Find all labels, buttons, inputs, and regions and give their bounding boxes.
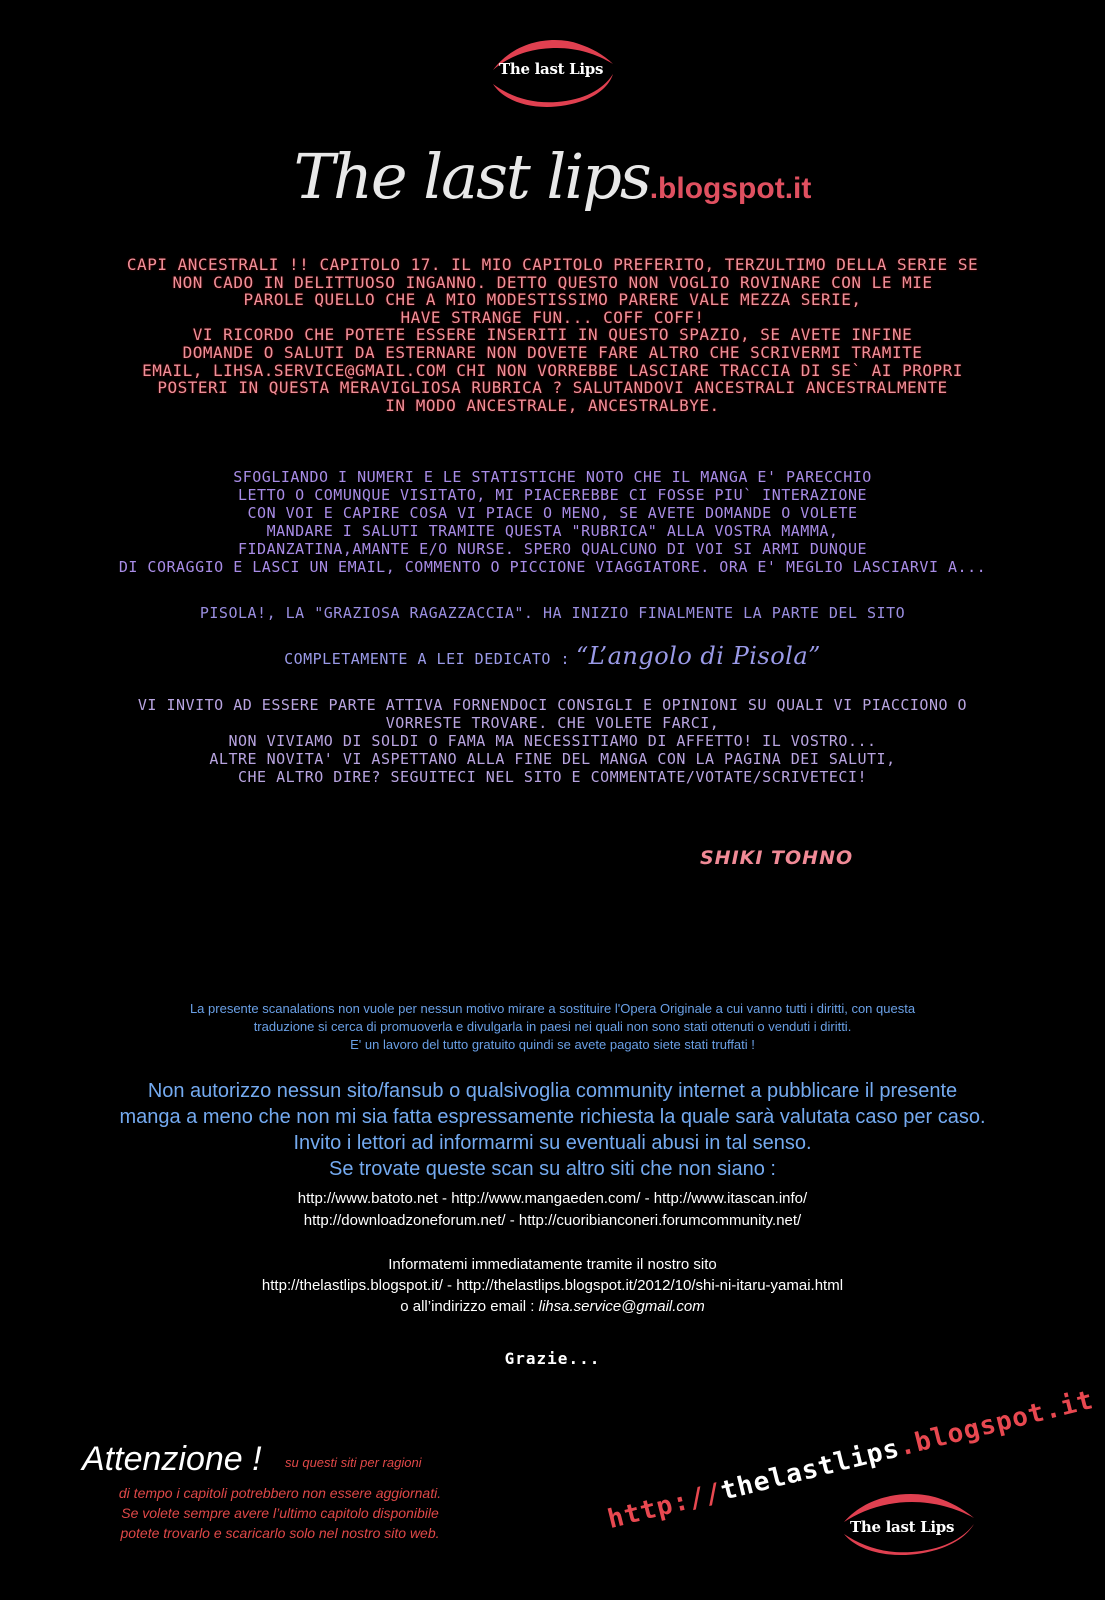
logo-bottom — [840, 1490, 980, 1560]
text-line: CHE ALTRO DIRE? SEGUITECI NEL SITO E COMMENTATE/VOTATE/SCRIVETECI! — [237, 768, 868, 786]
text-line: di tempo i capitoli potrebbero non essere aggiornati. — [118, 1485, 442, 1501]
signature: SHIKI TOHNO — [700, 847, 854, 869]
site-links[interactable]: http://thelastlips.blogspot.it/ - http://thelastlips.blogspot.it/2012/10/shi-ni-itaru-yamai.html — [261, 1277, 844, 1294]
attention-title: Attenzione ! — [82, 1440, 262, 1478]
text-line: DI CORAGGIO E LASCI UN EMAIL, COMMENTO O PICCIONE VIAGGIATORE. ORA E' MEGLIO LASCIARVI A... — [118, 558, 987, 576]
message-paragraph-4 — [0, 642, 1105, 670]
logo-text: The last Lips — [499, 60, 604, 78]
message-paragraph-5 — [0, 696, 1105, 786]
banner-script: The last lips — [293, 140, 650, 213]
text-line: E' un lavoro del tutto gratuito quindi se avete pagato siete stati truffati ! — [350, 1037, 755, 1052]
text-line: Non autorizzo nessun sito/fansub o qualsivoglia community internet a pubblicare il presente — [147, 1080, 958, 1102]
attention-body — [70, 1483, 490, 1543]
logo-top — [487, 34, 621, 112]
url-scheme: http:// — [604, 1477, 726, 1535]
text-line: DOMANDE O SALUTI DA ESTERNARE NON DOVETE FARE ALTRO CHE SCRIVERMI TRAMITE — [182, 342, 923, 362]
text-line: LETTO O COMUNQUE VISITATO, MI PIACEREBBE CI FOSSE PIU` INTERAZIONE — [237, 486, 868, 504]
banner-domain: .blogspot.it — [649, 172, 812, 205]
thanks-text: Grazie... — [504, 1349, 601, 1368]
email-link[interactable]: lihsa.service@gmail.com — [538, 1298, 705, 1315]
link-line[interactable]: http://downloadzoneforum.net/ - http://cuoribianconeri.forumcommunity.net/ — [303, 1212, 802, 1229]
text-line: Informatemi immediatamente tramite il nostro sito — [388, 1256, 717, 1273]
text-line: Se trovate queste scan su altro siti che non siano : — [329, 1158, 776, 1180]
text-line: VI INVITO AD ESSERE PARTE ATTIVA FORNENDOCI CONSIGLI E OPINIONI SU QUALI VI PIACCIONO O — [137, 696, 968, 714]
text-line: NON CADO IN DELITTUOSO INGANNO. DETTO QUESTO NON VOGLIO ROVINARE CON LE MIE — [172, 272, 933, 292]
message-paragraph-1 — [0, 256, 1105, 414]
text-line: manga a meno che non mi sia fatta espressamente richiesta la quale sarà valutata caso per caso. — [119, 1106, 986, 1128]
contact-info — [0, 1254, 1105, 1317]
allowed-sites-list — [0, 1188, 1105, 1232]
disclaimer — [0, 1000, 1105, 1054]
text-line: ALTRE NOVITA' VI ASPETTANO ALLA FINE DEL MANGA CON LA PAGINA DEI SALUTI, — [209, 750, 896, 768]
text-line: VORRESTE TROVARE. CHE VOLETE FARCI, — [385, 714, 720, 732]
text-line: VI RICORDO CHE POTETE ESSERE INSERITI IN QUESTO SPAZIO, SE AVETE INFINE — [192, 325, 913, 345]
dedicated-prefix: COMPLETAMENTE A LEI DEDICATO : — [284, 650, 570, 668]
text-line: CAPI ANCESTRALI !! CAPITOLO 17. IL MIO CAPITOLO PREFERITO, TERZULTIMO DELLA SERIE SE — [126, 255, 979, 274]
pisola-corner-title: “L’angolo di Pisola” — [576, 642, 821, 670]
text-line: La presente scanalations non vuole per nessun motivo mirare a sostituire l'Opera Originale a cui vanno tutti i diritti, con questa — [189, 1001, 916, 1016]
text-line: POSTERI IN QUESTA MERAVIGLIOSA RUBRICA ? SALUTANDOVI ANCESTRALI ANCESTRALMENTE — [157, 378, 948, 398]
link-line[interactable]: http://www.batoto.net - http://www.mangaeden.com/ - http://www.itascan.info/ — [297, 1190, 808, 1207]
text-line: Invito i lettori ad informarmi su eventuali abusi in tal senso. — [293, 1132, 812, 1154]
message-paragraph-3: PISOLA!, LA "GRAZIOSA RAGAZZACCIA". HA INIZIO FINALMENTE LA PARTE DEL SITO — [199, 604, 906, 622]
logo-text: The last Lips — [850, 1518, 955, 1536]
text-line: CON VOI E CAPIRE COSA VI PIACE O MENO, SE AVETE DOMANDE O VOLETE — [247, 504, 858, 522]
url-name: thelastlips — [717, 1433, 903, 1507]
email-line — [0, 1296, 1105, 1317]
email-prefix: o all’indirizzo email : — [400, 1298, 539, 1315]
text-line: SFOGLIANDO I NUMERI E LE STATISTICHE NOTO CHE IL MANGA E' PARECCHIO — [233, 468, 872, 486]
message-paragraph-2 — [0, 468, 1105, 576]
text-line: HAVE STRANGE FUN... COFF COFF! — [400, 307, 705, 327]
warning-notice — [0, 1078, 1105, 1182]
text-line: Se volete sempre avere l’ultimo capitolo disponibile — [121, 1505, 439, 1521]
text-line: potete trovarlo e scaricarlo solo nel nostro sito web. — [120, 1525, 440, 1541]
site-banner — [0, 140, 1105, 213]
attention-side-text: su questi siti per ragioni — [285, 1455, 422, 1470]
text-line: EMAIL, LIHSA.SERVICE@GMAIL.COM CHI NON VORREBBE LASCIARE TRACCIA DI SE` AI PROPRI — [142, 360, 963, 380]
text-line: PAROLE QUELLO CHE A MIO MODESTISSIMO PARERE VALE MEZZA SERIE, — [243, 290, 862, 310]
text-line: NON VIVIAMO DI SOLDI O FAMA MA NECESSITIAMO DI AFFETTO! IL VOSTRO... — [228, 732, 877, 750]
text-line: traduzione si cerca di promuoverla e divulgarla in paesi nei quali non sono stati ottenuti o venduti i diritti. — [253, 1019, 852, 1034]
url-domain: .blogspot.it — [895, 1385, 1097, 1463]
text-line: MANDARE I SALUTI TRAMITE QUESTA "RUBRICA" ALLA VOSTRA MAMMA, — [266, 522, 839, 540]
text-line: FIDANZATINA,AMANTE E/O NURSE. SPERO QUALCUNO DI VOI SI ARMI DUNQUE — [237, 540, 868, 558]
text-line: IN MODO ANCESTRALE, ANCESTRALBYE. — [385, 395, 720, 415]
